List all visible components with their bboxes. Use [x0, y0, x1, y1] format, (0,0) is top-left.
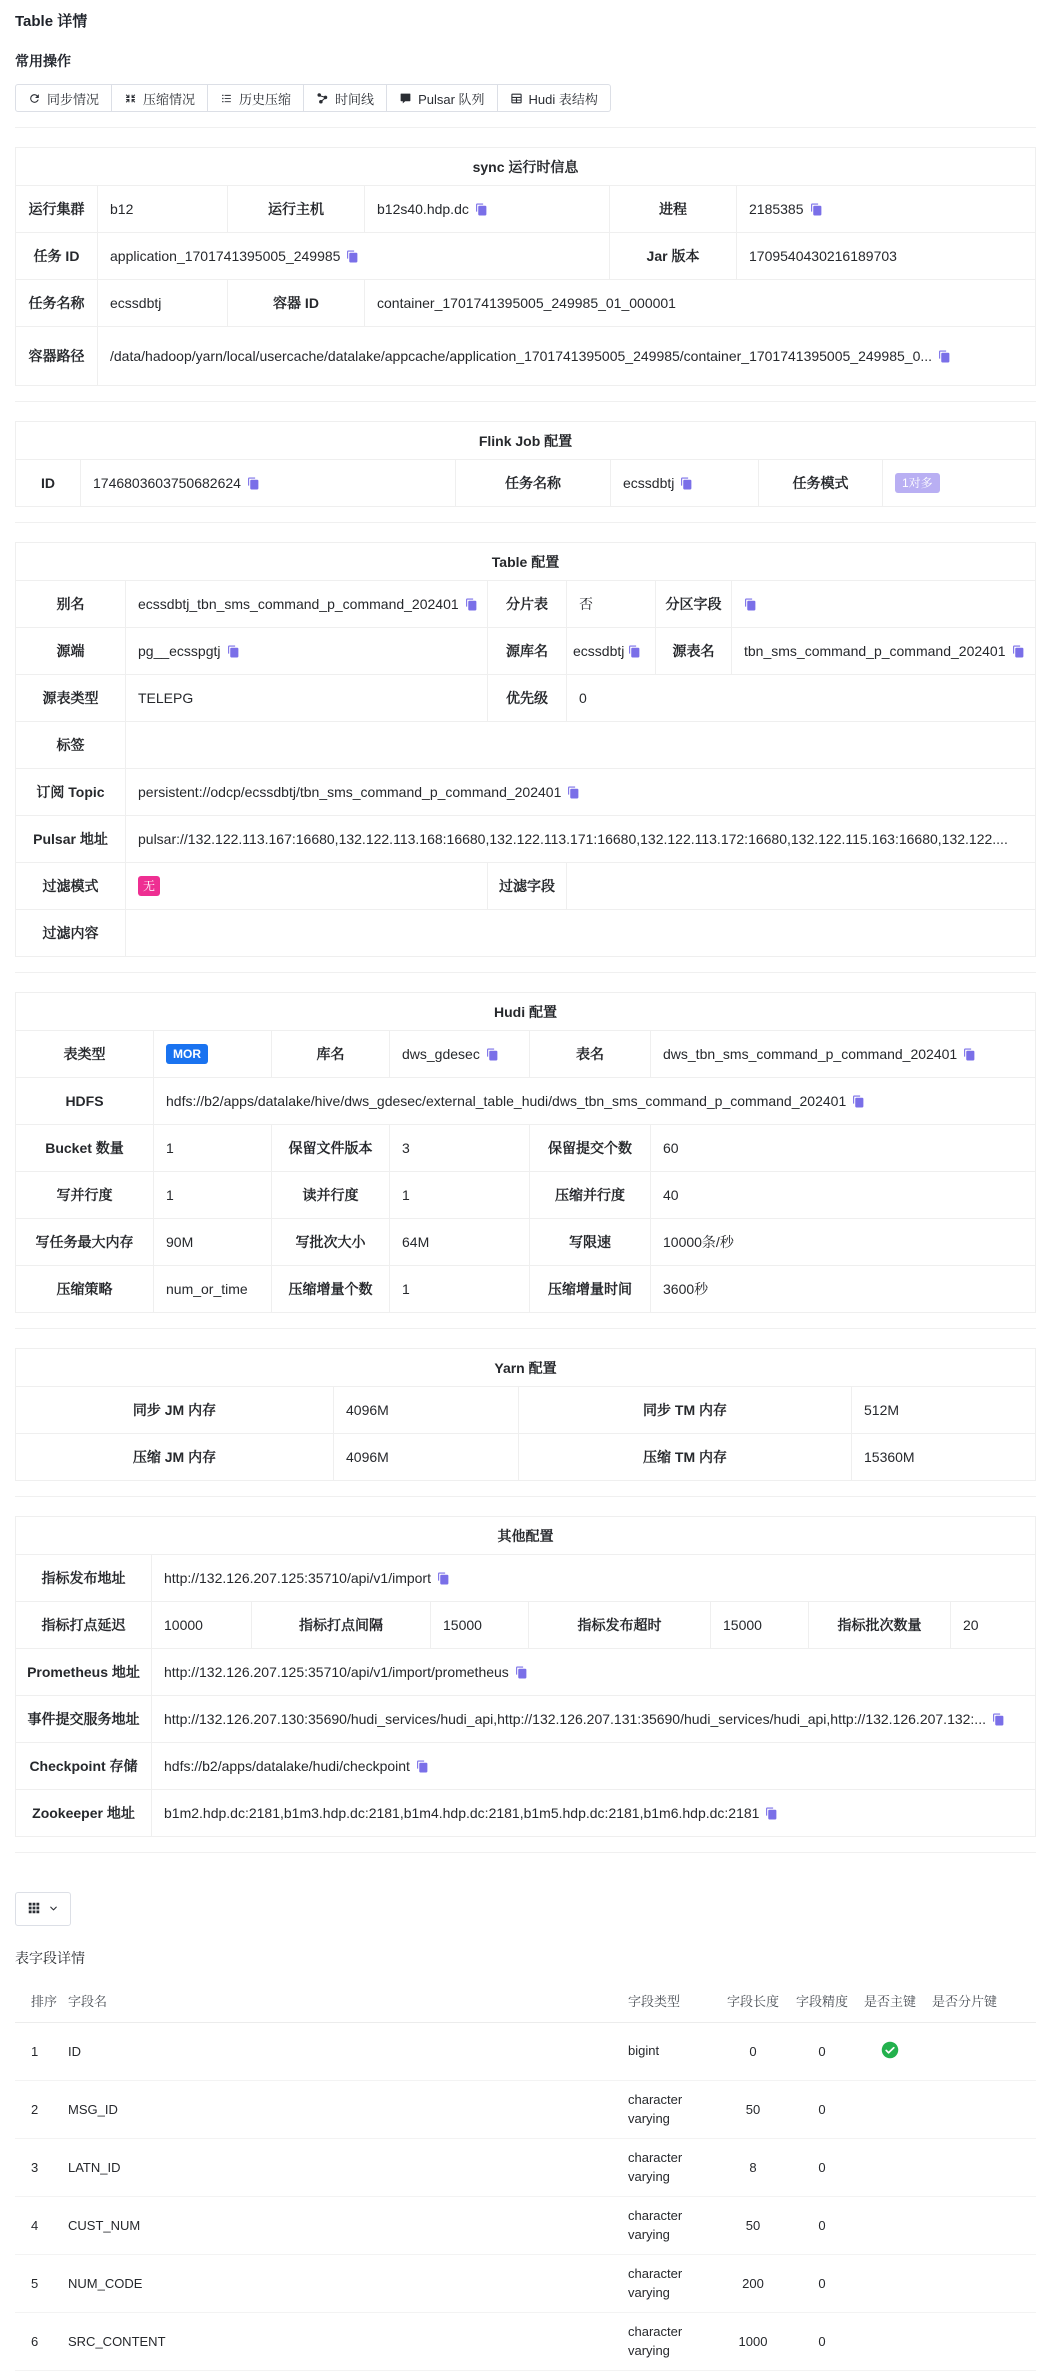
container-id-value: container_1701741395005_249985_01_000001 [365, 280, 1036, 327]
prometheus-url-value [152, 1649, 1036, 1696]
filter-field-label: 过滤字段 [488, 863, 567, 910]
field-precision-cell: 0 [788, 2313, 856, 2371]
value-text: hdfs://b2/apps/datalake/hudi/checkpoint [164, 1758, 410, 1774]
zookeeper-url-value [152, 1790, 1036, 1837]
source-table-label: 源表名 [656, 628, 732, 675]
field-row [15, 2081, 1036, 2139]
flink-task-name-label: 任务名称 [456, 460, 611, 507]
copy-icon[interactable] [416, 1760, 429, 1773]
compact-strategy-label: 压缩策略 [16, 1266, 154, 1313]
yarn-config-table [15, 1348, 1036, 1481]
filter-content-value [126, 910, 1036, 957]
value-text: ecssdbtj_tbn_sms_command_p_command_202401 [138, 596, 459, 612]
jar-version-label: Jar 版本 [610, 233, 737, 280]
metric-batch-value: 20 [951, 1602, 1036, 1649]
field-row [15, 2197, 1036, 2255]
section-divider [15, 127, 1036, 128]
compact-tm-memory-label: 压缩 TM 内存 [519, 1434, 852, 1481]
field-row [15, 2313, 1036, 2371]
order-cell: 2 [15, 2081, 60, 2139]
task-id-value [98, 233, 610, 280]
run-cluster-value: b12 [98, 186, 228, 233]
process-value [737, 186, 1036, 233]
primary-key-cell [856, 2139, 924, 2197]
field-name-cell: NUM_CODE [60, 2255, 620, 2313]
section-title: 其他配置 [16, 1517, 1036, 1555]
read-parallelism-value: 1 [390, 1172, 530, 1219]
source-label: 源端 [16, 628, 126, 675]
field-length-header: 字段长度 [718, 1978, 788, 2023]
order-cell: 3 [15, 2139, 60, 2197]
task-mode-label: 任务模式 [759, 460, 883, 507]
write-max-memory-value: 90M [154, 1219, 272, 1266]
bucket-num-label: Bucket 数量 [16, 1125, 154, 1172]
source-type-label: 源表类型 [16, 675, 126, 722]
filter-content-label: 过滤内容 [16, 910, 126, 957]
task-id-label: 任务 ID [16, 233, 98, 280]
copy-icon[interactable] [475, 203, 488, 216]
compact-delta-commits-label: 压缩增量个数 [272, 1266, 390, 1313]
primary-key-cell [856, 2313, 924, 2371]
table-config-table [15, 542, 1036, 957]
copy-icon[interactable] [247, 477, 260, 490]
shard-key-cell [924, 2081, 1036, 2139]
checkpoint-storage-value [152, 1743, 1036, 1790]
button-label: Pulsar 队列 [418, 91, 485, 107]
hudi-table-structure-button[interactable] [498, 84, 611, 112]
hudi-table-name-value [651, 1031, 1036, 1078]
value-text: b12s40.hdp.dc [377, 201, 469, 217]
compact-delta-seconds-label: 压缩增量时间 [530, 1266, 651, 1313]
section-divider [15, 1852, 1036, 1853]
value-text: 1746803603750682624 [93, 475, 241, 491]
copy-icon[interactable] [628, 645, 641, 658]
button-label: Hudi 表结构 [528, 91, 598, 107]
value-text: ecssdbtj [573, 643, 625, 659]
write-parallelism-value: 1 [154, 1172, 272, 1219]
section-title: sync 运行时信息 [16, 148, 1036, 186]
field-name-cell: MSG_ID [60, 2081, 620, 2139]
value-text: http://132.126.207.125:35710/api/v1/import [164, 1570, 431, 1586]
compact-parallelism-label: 压缩并行度 [530, 1172, 651, 1219]
container-path-value [98, 327, 1036, 386]
source-table-value [732, 628, 1036, 675]
container-id-label: 容器 ID [228, 280, 365, 327]
container-path-label: 容器路径 [16, 327, 98, 386]
primary-key-header: 是否主键 [856, 1978, 924, 2023]
event-service-url-value [152, 1696, 1036, 1743]
shard-key-cell [924, 2023, 1036, 2081]
keep-commits-value: 60 [651, 1125, 1036, 1172]
topic-label: 订阅 Topic [16, 769, 126, 816]
source-db-label: 源库名 [488, 628, 567, 675]
event-service-url-label: 事件提交服务地址 [16, 1696, 152, 1743]
metric-delay-value: 10000 [152, 1602, 252, 1649]
task-name-value: ecssdbtj [98, 280, 228, 327]
field-length-cell: 1000 [718, 2313, 788, 2371]
field-name-cell: ID [60, 2023, 620, 2081]
metric-publish-url-value [152, 1555, 1036, 1602]
hudi-table-type-label: 表类型 [16, 1031, 154, 1078]
write-rate-limit-label: 写限速 [530, 1219, 651, 1266]
field-type-cell: character varying [620, 2139, 718, 2197]
source-db-value [567, 628, 656, 675]
value-text: application_1701741395005_249985 [110, 248, 341, 264]
order-header: 排序 [15, 1978, 60, 2023]
table-structure-icon [510, 92, 523, 105]
sync-runtime-table [15, 147, 1036, 386]
alias-label: 别名 [16, 581, 126, 628]
jar-version-value: 1709540430216189703 [737, 233, 1036, 280]
write-batch-size-label: 写批次大小 [272, 1219, 390, 1266]
copy-icon[interactable] [765, 1807, 778, 1820]
chat-bubble-icon [399, 92, 412, 105]
field-type-cell: character varying [620, 2081, 718, 2139]
column-view-switch-button[interactable] [15, 1892, 71, 1926]
button-label: 同步情况 [47, 91, 100, 107]
pulsar-address-label: Pulsar 地址 [16, 816, 126, 863]
metric-timeout-label: 指标发布超时 [529, 1602, 711, 1649]
section-divider [15, 522, 1036, 523]
source-type-value: TELEPG [126, 675, 488, 722]
value-text: ecssdbtj [623, 475, 675, 491]
order-cell: 6 [15, 2313, 60, 2371]
compact-strategy-value: num_or_time [154, 1266, 272, 1313]
timeline-button[interactable] [304, 84, 387, 112]
partition-field-value [732, 581, 1036, 628]
sharded-value: 否 [567, 581, 656, 628]
history-list-icon [220, 92, 233, 105]
run-host-label: 运行主机 [228, 186, 365, 233]
field-length-cell: 8 [718, 2139, 788, 2197]
value-text: /data/hadoop/yarn/local/usercache/datalake/appcache/application_1701741395005_249985/container_1701741395005_249985_0... [110, 348, 933, 364]
tags-label: 标签 [16, 722, 126, 769]
copy-icon[interactable] [515, 1666, 528, 1679]
hudi-config-table [15, 992, 1036, 1313]
compress-status-button[interactable] [112, 84, 208, 112]
grid-menu-icon [27, 1901, 41, 1918]
filter-mode-value [126, 863, 488, 910]
field-type-cell: character varying [620, 2313, 718, 2371]
bucket-num-value: 1 [154, 1125, 272, 1172]
common-ops-toolbar [15, 84, 611, 112]
compact-delta-seconds-value: 3600秒 [651, 1266, 1036, 1313]
copy-icon[interactable] [680, 477, 693, 490]
field-row [15, 2023, 1036, 2081]
metric-delay-label: 指标打点延迟 [16, 1602, 152, 1649]
copy-icon[interactable] [567, 786, 580, 799]
value-text: http://132.126.207.125:35710/api/v1/import/prometheus [164, 1664, 509, 1680]
table-fields-title: 表字段详情 [15, 1950, 85, 1966]
field-name-cell: LATN_ID [60, 2139, 620, 2197]
field-length-cell: 0 [718, 2023, 788, 2081]
field-name-cell: CUST_NUM [60, 2197, 620, 2255]
metric-timeout-value: 15000 [711, 1602, 809, 1649]
pulsar-address-value: pulsar://132.122.113.167:16680,132.122.113.168:16680,132.122.113.171:16680,132.122.113.172:16680,132.122.115.163:16680,132.122.... [126, 816, 1036, 863]
field-type-cell: bigint [620, 2023, 718, 2081]
metric-publish-url-label: 指标发布地址 [16, 1555, 152, 1602]
page-title: Table 详情 [15, 13, 88, 30]
primary-key-cell [856, 2255, 924, 2313]
copy-icon[interactable] [346, 250, 359, 263]
metric-interval-label: 指标打点间隔 [252, 1602, 431, 1649]
source-value [126, 628, 488, 675]
compact-jm-memory-value: 4096M [334, 1434, 519, 1481]
shard-key-cell [924, 2197, 1036, 2255]
priority-value: 0 [567, 675, 1036, 722]
zookeeper-url-label: Zookeeper 地址 [16, 1790, 152, 1837]
field-type-cell: character varying [620, 2255, 718, 2313]
prometheus-url-label: Prometheus 地址 [16, 1649, 152, 1696]
flink-id-label: ID [16, 460, 81, 507]
other-config-table [15, 1516, 1036, 1837]
field-name-header: 字段名 [60, 1978, 620, 2023]
compact-jm-memory-label: 压缩 JM 内存 [16, 1434, 334, 1481]
order-cell: 1 [15, 2023, 60, 2081]
task-mode-value [883, 460, 1036, 507]
task-mode-badge: 1对多 [895, 473, 940, 493]
sync-jm-memory-label: 同步 JM 内存 [16, 1387, 334, 1434]
field-precision-cell: 0 [788, 2023, 856, 2081]
write-max-memory-label: 写任务最大内存 [16, 1219, 154, 1266]
compact-delta-commits-value: 1 [390, 1266, 530, 1313]
keep-file-versions-label: 保留文件版本 [272, 1125, 390, 1172]
check-circle-icon [881, 2041, 899, 2059]
copy-icon[interactable] [486, 1048, 499, 1061]
field-precision-cell: 0 [788, 2255, 856, 2313]
task-name-label: 任务名称 [16, 280, 98, 327]
hudi-db-label: 库名 [272, 1031, 390, 1078]
field-length-cell: 200 [718, 2255, 788, 2313]
partition-field-label: 分区字段 [656, 581, 732, 628]
pulsar-queue-button[interactable] [387, 84, 497, 112]
field-name-cell: SRC_CONTENT [60, 2313, 620, 2371]
copy-icon[interactable] [810, 203, 823, 216]
hudi-table-type-value [154, 1031, 272, 1078]
metric-batch-label: 指标批次数量 [809, 1602, 951, 1649]
checkpoint-storage-label: Checkpoint 存储 [16, 1743, 152, 1790]
field-length-cell: 50 [718, 2197, 788, 2255]
flink-task-name-value [611, 460, 759, 507]
sync-status-button[interactable] [15, 84, 112, 112]
field-precision-cell: 0 [788, 2081, 856, 2139]
copy-icon[interactable] [437, 1572, 450, 1585]
run-host-value [365, 186, 610, 233]
read-parallelism-label: 读并行度 [272, 1172, 390, 1219]
value-text: tbn_sms_command_p_command_202401 [744, 643, 1006, 659]
metric-interval-value: 15000 [431, 1602, 529, 1649]
copy-icon[interactable] [992, 1713, 1005, 1726]
shard-key-cell [924, 2139, 1036, 2197]
copy-icon[interactable] [938, 350, 951, 363]
shard-key-header: 是否分片键 [924, 1978, 1036, 2023]
primary-key-cell [856, 2197, 924, 2255]
section-divider [15, 401, 1036, 402]
run-cluster-label: 运行集群 [16, 186, 98, 233]
value-text: dws_tbn_sms_command_p_command_202401 [663, 1046, 958, 1062]
button-label: 时间线 [335, 91, 375, 107]
common-ops-title: 常用操作 [15, 53, 71, 69]
section-divider [15, 1328, 1036, 1329]
section-title: Flink Job 配置 [16, 422, 1036, 460]
value-text: hdfs://b2/apps/datalake/hive/dws_gdesec/external_table_hudi/dws_tbn_sms_command_p_command_202401 [166, 1093, 847, 1109]
primary-key-cell [856, 2081, 924, 2139]
copy-icon[interactable] [1012, 645, 1025, 658]
sync-tm-memory-value: 512M [852, 1387, 1036, 1434]
field-row [15, 2255, 1036, 2313]
value-text: persistent://odcp/ecssdbtj/tbn_sms_command_p_command_202401 [138, 784, 562, 800]
shard-key-cell [924, 2313, 1036, 2371]
section-divider [15, 1496, 1036, 1497]
button-label: 历史压缩 [239, 91, 292, 107]
hdfs-label: HDFS [16, 1078, 154, 1125]
compact-parallelism-value: 40 [651, 1172, 1036, 1219]
value-text: 2185385 [749, 201, 804, 217]
field-length-cell: 50 [718, 2081, 788, 2139]
field-type-header: 字段类型 [620, 1978, 718, 2023]
filter-field-value [567, 863, 1036, 910]
value-text: pg__ecsspgtj [138, 643, 221, 659]
history-compress-button[interactable] [208, 84, 304, 112]
topic-value [126, 769, 1036, 816]
hdfs-value [154, 1078, 1036, 1125]
hudi-table-name-label: 表名 [530, 1031, 651, 1078]
priority-label: 优先级 [488, 675, 567, 722]
tags-value [126, 722, 1036, 769]
chevron-down-icon [48, 1902, 59, 1917]
copy-icon[interactable] [227, 645, 240, 658]
primary-key-cell [856, 2023, 924, 2081]
button-label: 压缩情况 [143, 91, 196, 107]
keep-commits-label: 保留提交个数 [530, 1125, 651, 1172]
alias-value [126, 581, 488, 628]
value-text: http://132.126.207.130:35690/hudi_services/hudi_api,http://132.126.207.131:35690/hudi_services/hudi_api,http://132.126.207.132:... [164, 1711, 986, 1727]
keep-file-versions-value: 3 [390, 1125, 530, 1172]
fields-header-row [15, 1978, 1036, 2023]
section-divider [15, 972, 1036, 973]
field-row [15, 2139, 1036, 2197]
flink-job-table [15, 421, 1036, 507]
copy-icon[interactable] [963, 1048, 976, 1061]
filter-mode-label: 过滤模式 [16, 863, 126, 910]
sharded-label: 分片表 [488, 581, 567, 628]
table-type-badge: MOR [166, 1044, 208, 1064]
order-cell: 5 [15, 2255, 60, 2313]
field-type-cell: character varying [620, 2197, 718, 2255]
value-text: b1m2.hdp.dc:2181,b1m3.hdp.dc:2181,b1m4.hdp.dc:2181,b1m5.hdp.dc:2181,b1m6.hdp.dc:2181 [164, 1805, 760, 1821]
sync-tm-memory-label: 同步 TM 内存 [519, 1387, 852, 1434]
field-precision-header: 字段精度 [788, 1978, 856, 2023]
timeline-icon [316, 92, 329, 105]
write-rate-limit-value: 10000条/秒 [651, 1219, 1036, 1266]
flink-id-value [81, 460, 456, 507]
filter-mode-badge: 无 [138, 876, 160, 896]
compress-icon [124, 92, 137, 105]
copy-icon[interactable] [852, 1095, 865, 1108]
sync-jm-memory-value: 4096M [334, 1387, 519, 1434]
field-precision-cell: 0 [788, 2139, 856, 2197]
table-fields-table [15, 1978, 1036, 2371]
section-title: Hudi 配置 [16, 993, 1036, 1031]
section-title: Table 配置 [16, 543, 1036, 581]
write-parallelism-label: 写并行度 [16, 1172, 154, 1219]
order-cell: 4 [15, 2197, 60, 2255]
value-text: dws_gdesec [402, 1046, 480, 1062]
shard-key-cell [924, 2255, 1036, 2313]
refresh-icon [28, 92, 41, 105]
copy-icon[interactable] [744, 598, 757, 611]
write-batch-size-value: 64M [390, 1219, 530, 1266]
compact-tm-memory-value: 15360M [852, 1434, 1036, 1481]
field-precision-cell: 0 [788, 2197, 856, 2255]
hudi-db-value [390, 1031, 530, 1078]
process-label: 进程 [610, 186, 737, 233]
copy-icon[interactable] [465, 598, 478, 611]
section-title: Yarn 配置 [16, 1349, 1036, 1387]
